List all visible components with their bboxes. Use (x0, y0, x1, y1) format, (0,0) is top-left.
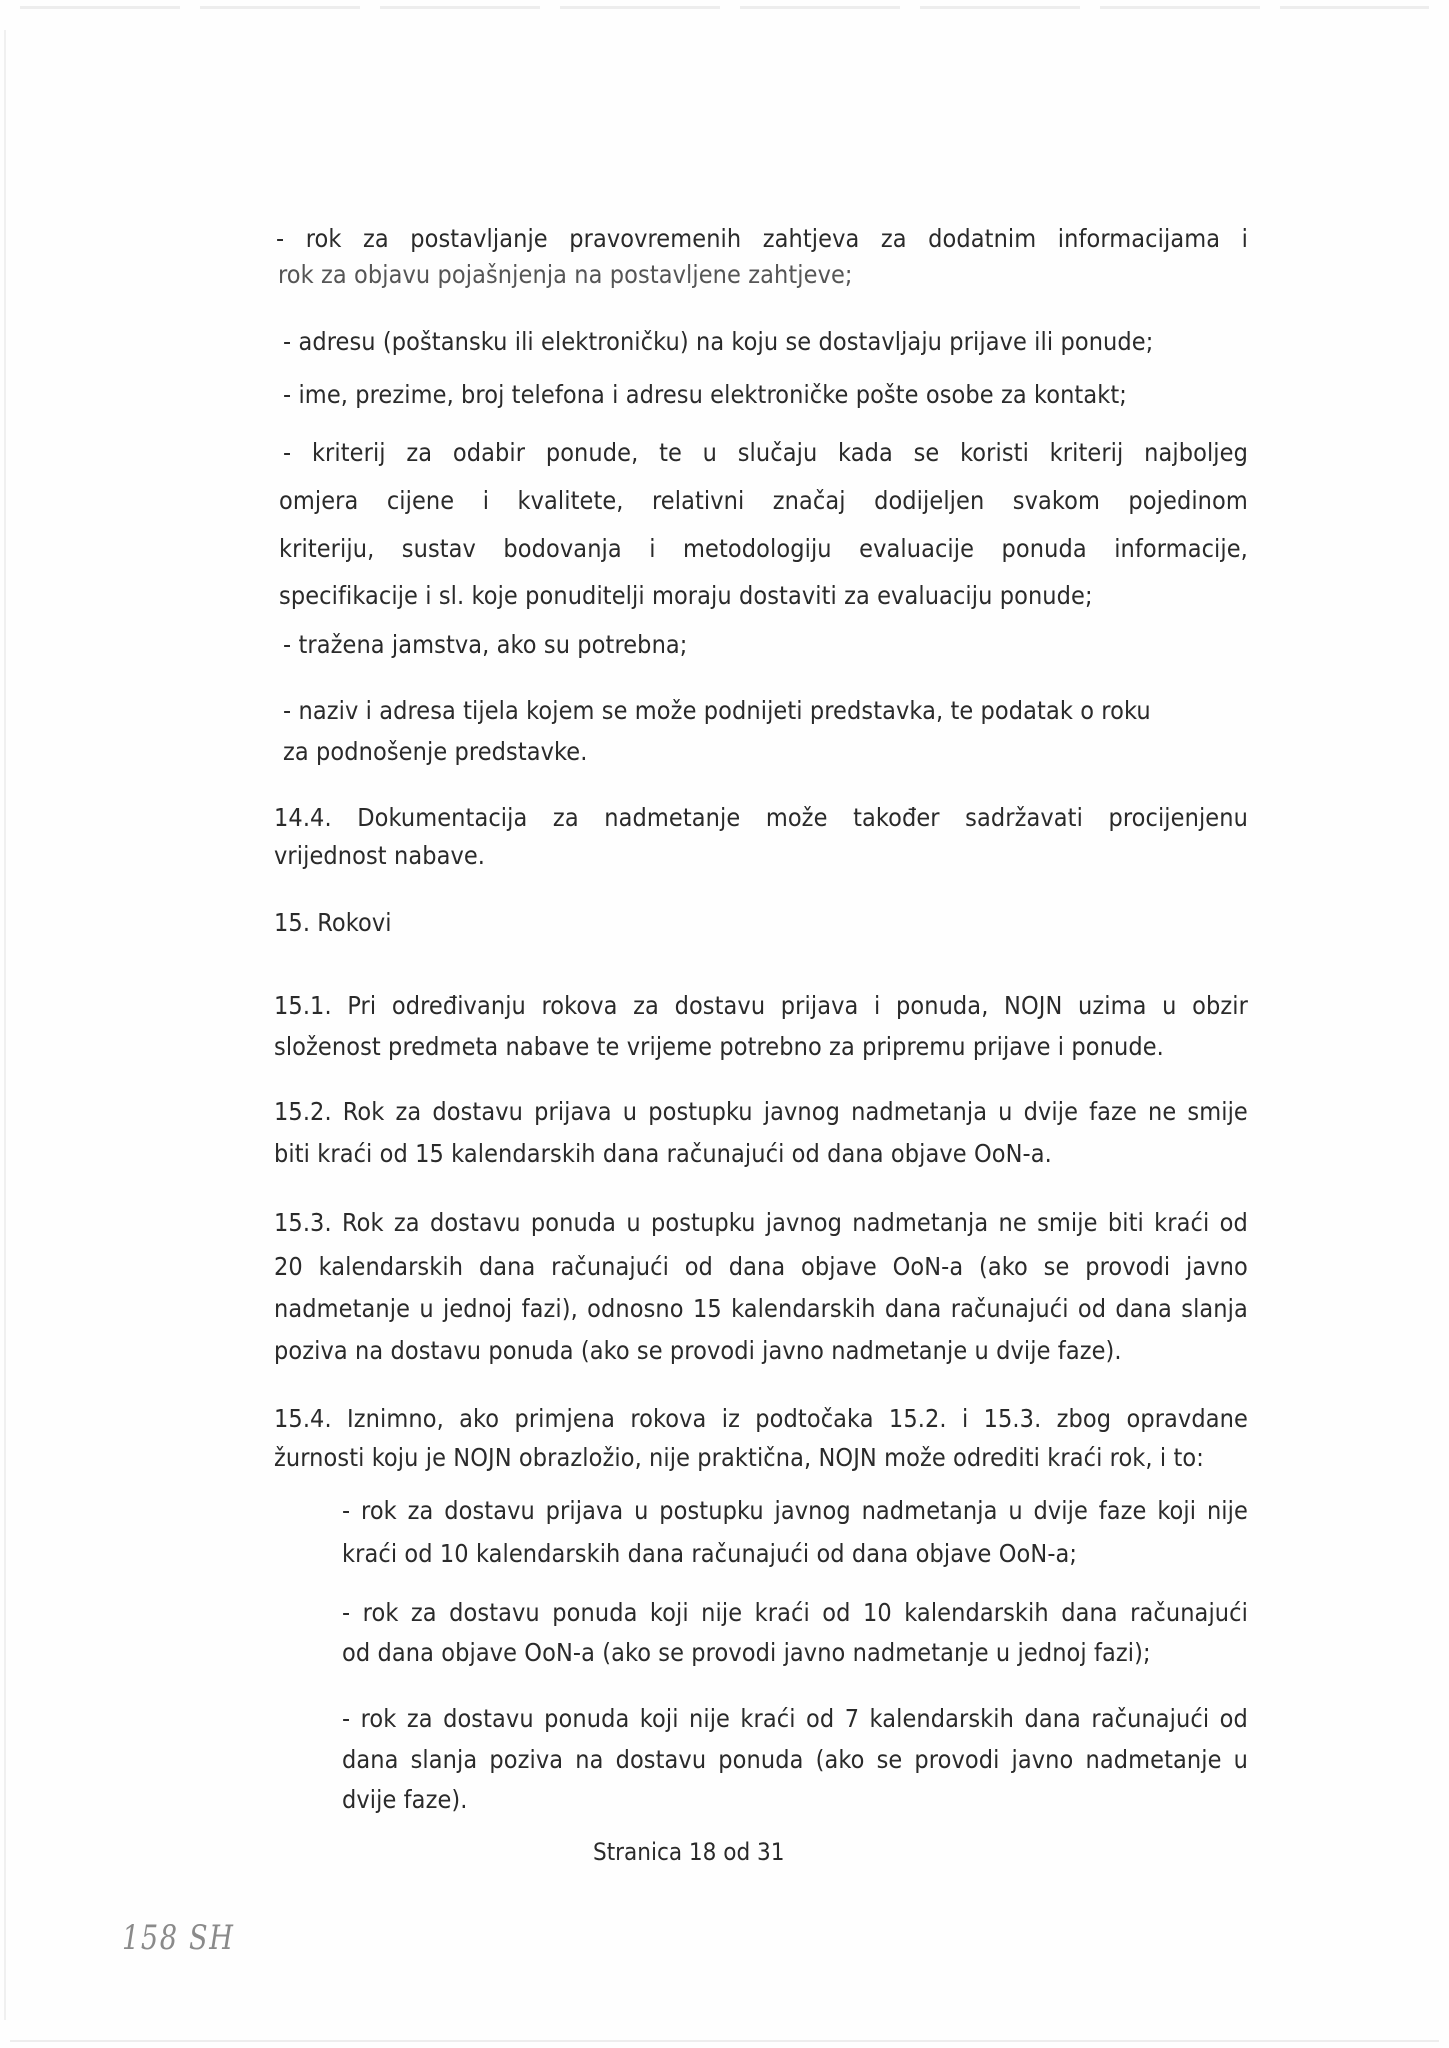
word: se (876, 1745, 903, 1774)
word: iz (721, 1404, 740, 1433)
word: - (342, 1496, 351, 1525)
para-15-1-line1 (274, 991, 1248, 1021)
word: - (342, 1704, 351, 1733)
word: ne (1148, 1097, 1177, 1126)
word: slanja (410, 1745, 478, 1774)
word: nadmetanje (274, 1294, 411, 1323)
word: od (806, 1704, 835, 1733)
word: se (913, 438, 940, 467)
word: u (1162, 991, 1177, 1020)
word: kraći (754, 1598, 810, 1627)
sub-bullet-1-line1 (342, 1496, 1248, 1526)
word: kriteriju, (279, 534, 375, 563)
word: rok (361, 1496, 397, 1525)
word: dostavu (449, 1598, 540, 1627)
section-heading-rokovi: 15. Rokovi (274, 908, 392, 937)
bullet-contact-person: - ime, prezime, broj telefona i adresu elektroničke pošte osobe za kontakt; (283, 380, 1127, 409)
word: postavljanje (410, 224, 548, 253)
word: Rok (342, 1097, 385, 1126)
word: smije (1187, 1097, 1248, 1126)
word: i (649, 534, 656, 563)
word: za (362, 224, 389, 253)
word: 20 (274, 1252, 303, 1281)
bullet-complaint-body-line2: za podnošenje predstavke. (283, 737, 588, 766)
word: faze (1098, 1496, 1147, 1525)
word: dana (342, 1745, 399, 1774)
word: kriterij (1049, 438, 1124, 467)
word: od (1077, 1294, 1107, 1323)
word: dostavu (443, 1704, 534, 1733)
word: 15.2. (888, 1404, 947, 1433)
word: bodovanja (503, 534, 622, 563)
word: dodijeljen (874, 486, 985, 515)
word: u (419, 1294, 434, 1323)
word: za (393, 1208, 420, 1237)
word: ponuda (718, 1745, 804, 1774)
word: u (1008, 1496, 1023, 1525)
word: kvalitete, (517, 486, 624, 515)
word: - (283, 438, 292, 467)
word: za (406, 1704, 433, 1733)
word: objave (801, 1252, 877, 1281)
word: nije (701, 1598, 743, 1627)
word: kalendarskih (731, 1294, 876, 1323)
word: koji (639, 1704, 679, 1733)
word: cijene (386, 486, 455, 515)
para-15-3-line4: poziva na dostavu ponuda (ako se provodi javno nadmetanje u dvije faze). (274, 1336, 1122, 1365)
word: Iznimno, (347, 1404, 444, 1433)
word: kraći (740, 1704, 796, 1733)
scan-artifact-top (20, 6, 1429, 9)
word: u (626, 1208, 641, 1237)
word: i (874, 991, 881, 1020)
word: postupku (648, 1097, 753, 1126)
word: za (395, 1097, 422, 1126)
word: provodi (1085, 1252, 1171, 1281)
word: kada (838, 438, 893, 467)
word: prijava (780, 991, 859, 1020)
word: dana (1115, 1294, 1172, 1323)
word: odnosno (587, 1294, 684, 1323)
para-15-4-line2: žurnosti koju je NOJN obrazložio, nije praktična, NOJN može odrediti kraći rok, i to: (274, 1443, 1204, 1472)
para-15-1-line2: složenost predmeta nabave te vrijeme potrebno za pripremu prijave i ponude. (274, 1032, 1164, 1061)
para-14-4-line1 (274, 803, 1248, 833)
word: se (1043, 1252, 1070, 1281)
word: biti (1107, 1208, 1144, 1237)
word: za (406, 438, 433, 467)
word: dodatnim (928, 224, 1037, 253)
word: računajući (1091, 1704, 1210, 1733)
word: zahtjeva (762, 224, 860, 253)
handwritten-annotation: 158 SH (122, 1918, 235, 1958)
word: u (1233, 1745, 1248, 1774)
word: (ako (979, 1252, 1028, 1281)
para-15-4-line1 (274, 1404, 1248, 1434)
word: također (853, 803, 940, 832)
word: provodi (914, 1745, 1000, 1774)
word: za (633, 991, 659, 1020)
word: evaluacije (859, 534, 975, 563)
word: pojedinom (1128, 486, 1248, 515)
word: kalendarskih (869, 1704, 1015, 1733)
word: dana (1024, 1704, 1081, 1733)
word: koristi (960, 438, 1029, 467)
word: - (276, 224, 285, 253)
word: sustav (401, 534, 476, 563)
bullet-criteria-line1 (283, 438, 1248, 468)
word: za (552, 803, 579, 832)
word: od (822, 1598, 851, 1627)
para-15-2-line2: biti kraći od 15 kalendarskih dana računajući od dana objave OoN-a. (274, 1139, 1052, 1168)
word: 15.3. (983, 1404, 1042, 1433)
word: primjena (514, 1404, 616, 1433)
word: dvije (1033, 1496, 1088, 1525)
word: ponuda, (895, 991, 989, 1020)
word: računajući (950, 1294, 1069, 1323)
word: ponuda (530, 1208, 617, 1237)
word: 15.2. (274, 1097, 332, 1126)
page-number: Stranica 18 od 31 (593, 1838, 785, 1866)
word: 15 (692, 1294, 722, 1323)
bullet-criteria-line3 (279, 534, 1248, 564)
word: nije (688, 1704, 730, 1733)
sub-bullet-2-line1 (342, 1598, 1248, 1628)
word: pravovremenih (569, 224, 742, 253)
word: nadmetanje (604, 803, 741, 832)
word: ne (998, 1208, 1027, 1237)
word: (ako (815, 1745, 865, 1774)
word: faze (1089, 1097, 1137, 1126)
word: kalendarskih (904, 1598, 1049, 1627)
word: podtočaka (755, 1404, 874, 1433)
word: metodologiju (683, 534, 832, 563)
word: poziva (489, 1745, 564, 1774)
word: ponude, (545, 438, 639, 467)
word: dostavu (615, 1745, 707, 1774)
word: slučaju (737, 438, 818, 467)
word: od (684, 1252, 713, 1281)
word: slanja (1181, 1294, 1248, 1323)
word: nadmetanja (851, 1097, 988, 1126)
word: dostavu (444, 1496, 535, 1525)
word: ponuda (552, 1598, 638, 1627)
sub-bullet-1-line2: kraći od 10 kalendarskih dana računajući od dana objave OoN-a; (342, 1539, 1078, 1568)
word: javno (1011, 1745, 1074, 1774)
para-15-3-line2 (274, 1252, 1248, 1282)
word: određivanju (391, 991, 526, 1020)
word: rok (362, 1598, 399, 1627)
word: najboljeg (1144, 438, 1248, 467)
word: od (1219, 1704, 1248, 1733)
word: omjera (279, 486, 359, 515)
word: u (622, 1097, 638, 1126)
bullet-guarantees: - tražena jamstva, ako su potrebna; (283, 630, 688, 659)
word: računajući (551, 1252, 669, 1281)
word: javnog (763, 1097, 841, 1126)
word: prijava (545, 1496, 624, 1525)
para-15-3-line3 (274, 1294, 1248, 1324)
word: rok (360, 1704, 397, 1733)
word: za (880, 224, 907, 253)
word: Pri (347, 991, 377, 1020)
word: koji (1157, 1496, 1197, 1525)
word: kraći (1154, 1208, 1210, 1237)
word: dana (478, 1252, 536, 1281)
sub-bullet-2-line2: od dana objave OoN-a (ako se provodi javno nadmetanje u jednoj fazi); (342, 1638, 1151, 1667)
word: postupku (659, 1496, 764, 1525)
word: relativni (652, 486, 745, 515)
word: rokova (541, 991, 618, 1020)
bullet-deadline-questions-line2: rok za objavu pojašnjenja na postavljene zahtjeve; (278, 260, 853, 289)
word: informacije, (1114, 534, 1248, 563)
word: smije (1037, 1208, 1098, 1237)
bullet-address: - adresu (poštansku ili elektroničku) na koju se dostavljaju prijave ili ponude; (283, 327, 1154, 356)
word: fazi), (521, 1294, 578, 1323)
word: računajući (1130, 1598, 1248, 1627)
sub-bullet-3-line2 (342, 1745, 1248, 1775)
scan-artifact-bottom (10, 2040, 1439, 2042)
word: zbog (1056, 1404, 1112, 1433)
word: 14.4. (274, 803, 332, 832)
word: javnog (774, 1496, 851, 1525)
word: i (482, 486, 490, 515)
word: - (342, 1598, 351, 1627)
word: nadmetanje (1085, 1745, 1222, 1774)
para-15-2-line1 (274, 1097, 1248, 1127)
word: javno (1186, 1252, 1248, 1281)
word: 15.4. (274, 1404, 332, 1433)
word: rok (305, 224, 342, 253)
word: te (659, 438, 682, 467)
word: svakom (1012, 486, 1100, 515)
word: može (765, 803, 828, 832)
word: jednoj (443, 1294, 513, 1323)
word: 15.1. (274, 991, 332, 1020)
word: dana (1061, 1598, 1118, 1627)
word: opravdane (1126, 1404, 1248, 1433)
word: Dokumentacija (357, 803, 528, 832)
word: prijava (534, 1097, 612, 1126)
bullet-criteria-line2 (279, 486, 1248, 516)
word: Rok (341, 1208, 384, 1237)
word: 15.3. (274, 1208, 332, 1237)
word: NOJN (1004, 991, 1063, 1020)
word: u (634, 1496, 649, 1525)
bullet-deadline-questions-line1 (276, 224, 1248, 254)
word: informacijama (1057, 224, 1221, 253)
word: 7 (844, 1704, 860, 1733)
word: i (1241, 224, 1248, 253)
word: procijenjenu (1108, 803, 1248, 832)
word: kriterij (311, 438, 386, 467)
word: dostavu (432, 1097, 523, 1126)
word: uzima (1078, 991, 1147, 1020)
scan-artifact-left (4, 30, 6, 2020)
word: značaj (772, 486, 846, 515)
word: nije (1206, 1496, 1248, 1525)
word: postupku (651, 1208, 756, 1237)
word: odabir (452, 438, 526, 467)
sub-bullet-3-line3: dvije faze). (342, 1785, 468, 1814)
word: 10 (862, 1598, 892, 1627)
word: na (575, 1745, 604, 1774)
word: nadmetanja (861, 1496, 998, 1525)
bullet-criteria-line4: specifikacije i sl. koje ponuditelji moraju dostaviti za evaluaciju ponude; (279, 581, 1093, 610)
word: dana (728, 1252, 786, 1281)
word: od (1219, 1208, 1248, 1237)
word: dana (884, 1294, 942, 1323)
word: nadmetanja (852, 1208, 989, 1237)
bullet-complaint-body-line1: - naziv i adresa tijela kojem se može podnijeti predstavka, te podatak o roku (283, 696, 1151, 725)
para-15-3-line1 (274, 1208, 1248, 1238)
word: u (702, 438, 717, 467)
word: za (410, 1598, 437, 1627)
word: kalendarskih (318, 1252, 464, 1281)
word: rokova (630, 1404, 707, 1433)
word: ako (459, 1404, 500, 1433)
word: javnog (765, 1208, 842, 1237)
word: obzir (1192, 991, 1248, 1020)
word: sadržavati (965, 803, 1083, 832)
word: za (407, 1496, 434, 1525)
word: dostavu (429, 1208, 521, 1237)
word: dvije (1023, 1097, 1079, 1126)
word: i (961, 1404, 969, 1433)
word: OoN-a (892, 1252, 964, 1281)
para-14-4-line2: vrijednost nabave. (274, 841, 486, 870)
word: u (998, 1097, 1013, 1126)
sub-bullet-3-line1 (342, 1704, 1248, 1734)
word: ponuda (544, 1704, 630, 1733)
word: ponuda (1001, 534, 1087, 563)
word: dostavu (674, 991, 766, 1020)
word: koji (649, 1598, 689, 1627)
